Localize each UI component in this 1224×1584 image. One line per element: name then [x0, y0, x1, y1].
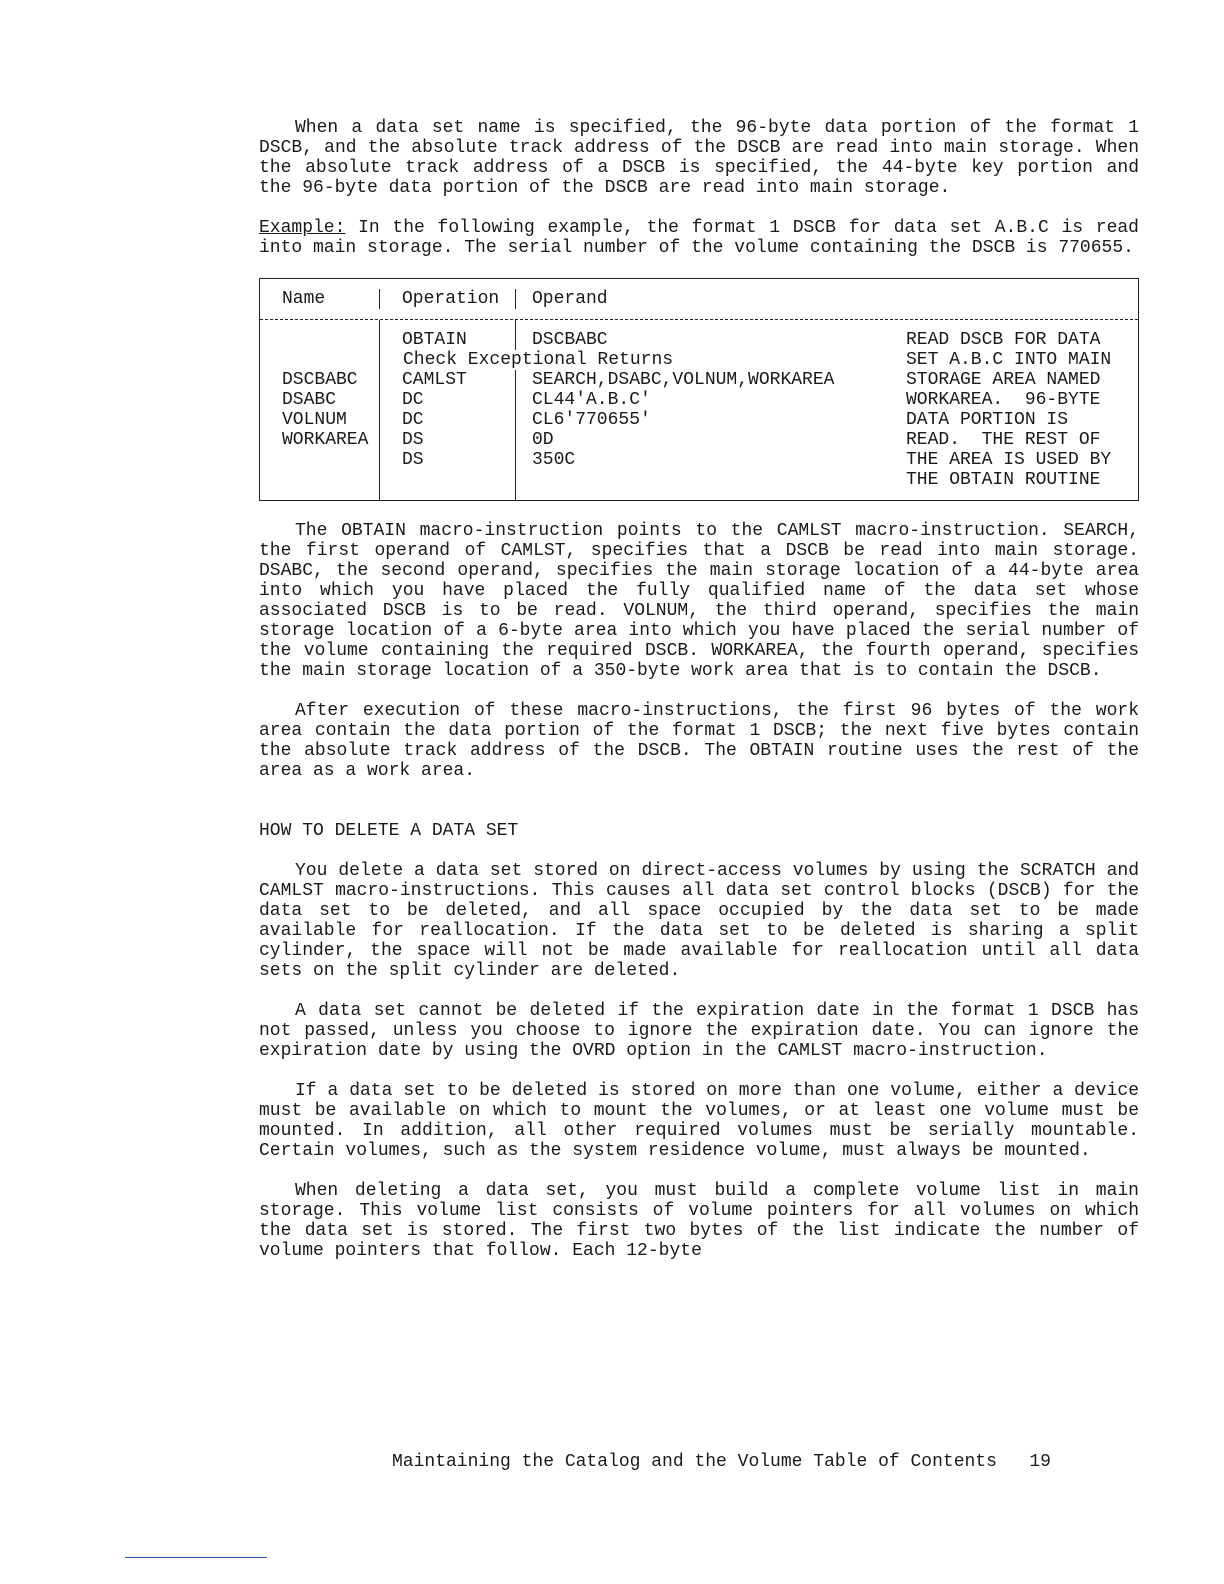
comment-cell: READ. THE REST OF — [906, 430, 1101, 450]
name-cell: DSABC — [282, 390, 337, 410]
footer-title: Maintaining the Catalog and the Volume Table of Contents — [392, 1452, 997, 1472]
operand-cell — [532, 470, 902, 490]
op-cell: CAMLST — [402, 370, 467, 390]
comment-cell: READ DSCB FOR DATA — [906, 330, 1101, 350]
op-cell: OBTAIN — [402, 330, 467, 350]
op-cell: DS — [402, 450, 424, 470]
page-number: 19 — [1029, 1452, 1051, 1472]
footer-rule — [125, 1557, 267, 1558]
comment-cell: STORAGE AREA NAMED — [906, 370, 1101, 390]
paragraph-delete-intro: You delete a data set stored on direct-access volumes by using the SCRATCH and CAMLST macro-instructions. This causes all data set control blocks (DSCB) for the data set to be deleted, and all space occupied by the data set to be made available for reallocation. If the data set to be deleted is sharing a split cylinder, the space will not be made available for reallocation until all data sets on the split cylinder are deleted. — [259, 861, 1139, 981]
operand-cell: SEARCH,DSABC,VOLNUM,WORKAREA — [532, 370, 835, 390]
op-cell: DC — [402, 410, 424, 430]
coding-form — [259, 278, 1139, 501]
op-cell: DC — [402, 390, 424, 410]
comment-cell: WORKAREA. 96-BYTE — [906, 390, 1101, 410]
comment-cell: THE OBTAIN ROUTINE — [906, 470, 1101, 490]
paragraph-volume-list: When deleting a data set, you must build a complete volume list in main storage. This volume list consists of volume pointers for all volumes on which the data set is stored. The first two bytes of the list indicate the number of volume pointers that follow. Each 12-byte — [259, 1181, 1139, 1261]
name-cell: DSCBABC — [282, 370, 358, 390]
operand-cell: 350C — [532, 450, 576, 470]
paragraph-obtain-intro: When a data set name is specified, the 96-byte data portion of the format 1 DSCB, and the absolute track address of the DSCB are read into main storage. When the absolute track address of a DSCB is specified, the 44-byte key portion and the 96-byte data portion of the DSCB are read into main storage. — [259, 118, 1139, 198]
operand-cell: CL44'A.B.C' — [532, 390, 651, 410]
example-text: In the following example, the format 1 DSCB for data set A.B.C is read into main storage. The serial number of the volume containing the DSCB is 770655. — [259, 218, 1139, 258]
header-operation: Operation — [380, 289, 516, 309]
column-name — [260, 320, 380, 500]
op-cell — [402, 470, 515, 490]
paragraph-after-execution: After execution of these macro-instructions, the first 96 bytes of the work area contain the data portion of the format 1 DSCB; the next five bytes contain the absolute track address of the DSCB. The OBTAIN routine uses the rest of the area as a work area. — [259, 701, 1139, 781]
name-cell: VOLNUM — [282, 410, 347, 430]
name-cell: WORKAREA — [282, 430, 369, 450]
name-cell — [282, 350, 379, 370]
column-operation — [380, 320, 516, 500]
header-name: Name — [260, 289, 380, 309]
name-cell — [282, 470, 379, 490]
section-heading: HOW TO DELETE A DATA SET — [259, 821, 519, 841]
paragraph-expiration: A data set cannot be deleted if the expiration date in the format 1 DSCB has not passed, unless you choose to ignore the expiration date. You can ignore the expiration date by using the OVRD option in the CAMLST macro-instruction. — [259, 1001, 1139, 1061]
comment-cell: DATA PORTION IS — [906, 410, 1069, 430]
example-label: Example: — [259, 218, 346, 238]
op-cell: DS — [402, 430, 424, 450]
name-cell — [282, 450, 379, 470]
coding-form-header — [260, 279, 1138, 320]
paragraph-obtain-explanation: The OBTAIN macro-instruction points to the CAMLST macro-instruction. SEARCH, the first operand of CAMLST, specifies that a DSCB be read into main storage. DSABC, the second operand, specifies the main storage location of a 44-byte area into which you have placed the fully qualified name of the data set whose associated DSCB is to be read. VOLNUM, the third operand, specifies the main storage location of a 6-byte area into which you have placed the serial number of the volume containing the required DSCB. WORKAREA, the fourth operand, specifies the main storage location of a 350-byte work area that is to contain the DSCB. — [259, 521, 1139, 681]
page-footer — [392, 1452, 1051, 1472]
paragraph-example — [259, 218, 1139, 258]
header-operand: Operand — [532, 289, 608, 309]
operand-cell: 0D — [532, 430, 554, 450]
coding-form-body — [260, 320, 1138, 500]
name-cell — [282, 330, 379, 350]
column-operand — [516, 320, 902, 500]
paragraph-multi-volume: If a data set to be deleted is stored on more than one volume, either a device must be available on which to mount the volumes, or at least one volume must be mounted. In addition, all other required volumes must be serially mountable. Certain volumes, such as the system residence volume, must always be mounted. — [259, 1081, 1139, 1161]
operand-cell: CL6'770655' — [532, 410, 651, 430]
comment-cell: SET A.B.C INTO MAIN — [906, 350, 1112, 370]
column-comment — [902, 320, 1138, 500]
check-exceptional-returns: Check Exceptional Returns — [403, 350, 677, 370]
page-content — [259, 118, 1139, 1261]
operand-cell: DSCBABC — [532, 330, 608, 350]
comment-cell: THE AREA IS USED BY — [906, 450, 1112, 470]
